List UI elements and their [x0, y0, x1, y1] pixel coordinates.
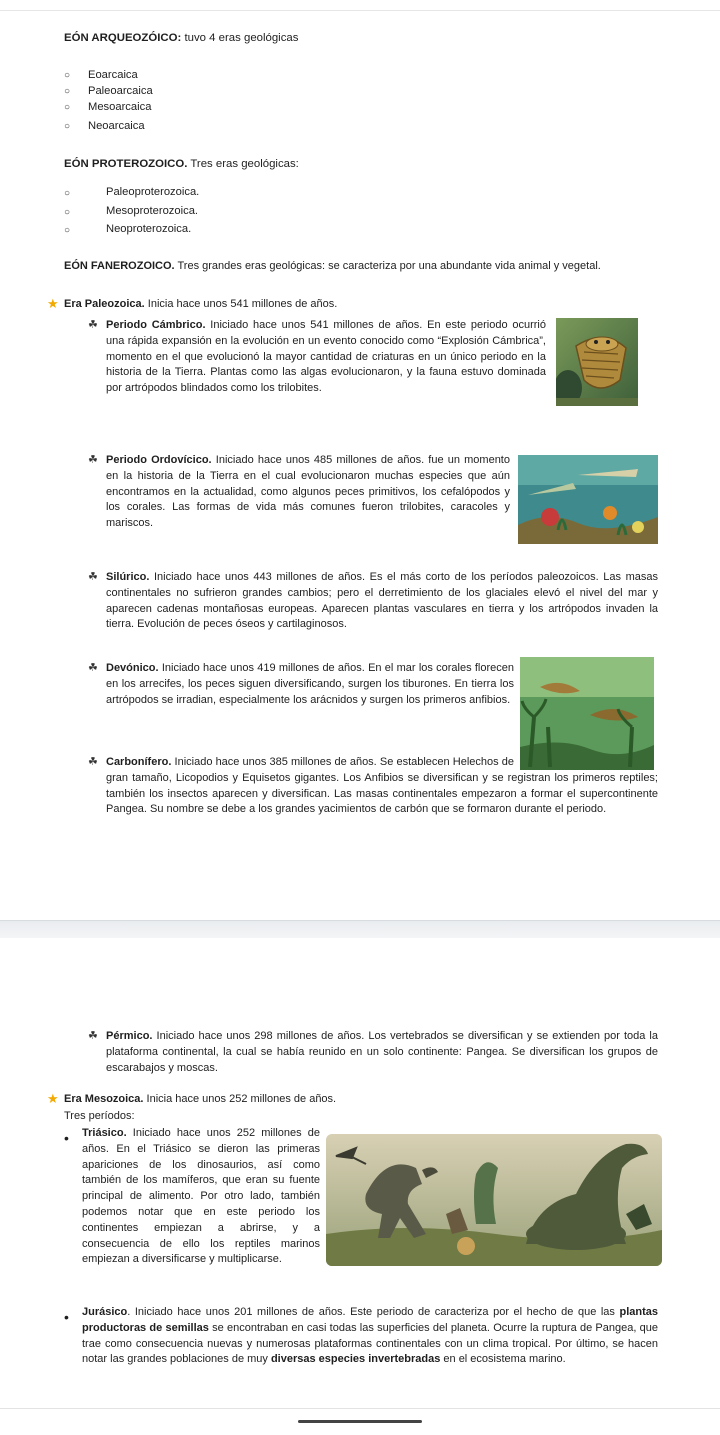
phanerozoic-desc: Tres grandes eras geológicas: se caracteriza por una abundante vida animal y vegetal.: [174, 260, 601, 272]
cambrian-paragraph: [106, 318, 546, 397]
jurassic-text: se encontraban en casi todas las superficies del planeta. Ocurre la ruptura de Pangea, que trae como consecuencia nuevas y numerosas plataformas continentales con un clima tropical. Por último, se hacen notar las grandes poblaciones de muy: [82, 1321, 658, 1366]
bottom-divider: [0, 1408, 720, 1409]
clover-bullet-icon: ☘: [88, 571, 98, 583]
proterozoic-era: Neoproterozoica.: [106, 223, 192, 235]
devonian-swamp-image: [520, 657, 654, 770]
paleozoic-heading: [64, 297, 624, 313]
clover-bullet-icon: ☘: [88, 1030, 98, 1042]
circle-bullet-icon: ○: [64, 102, 71, 113]
silurian-paragraph: [106, 570, 658, 633]
period-title: Devónico.: [106, 662, 159, 674]
proterozoic-desc: Tres eras geológicas:: [187, 158, 299, 170]
jurassic-paragraph: [82, 1305, 658, 1368]
archaean-era: Eoarcaica: [88, 69, 138, 81]
archaean-heading: [64, 32, 298, 44]
clover-bullet-icon: ☘: [88, 662, 98, 674]
archaean-title: EÓN ARQUEOZÓICO:: [64, 32, 182, 44]
period-title: Periodo Cámbrico.: [106, 319, 206, 331]
mesozoic-heading: [64, 1092, 624, 1108]
circle-bullet-icon: ○: [64, 121, 71, 132]
jurassic-highlight: plantas productoras de semillas: [82, 1306, 658, 1334]
ordovician-sea-image: [518, 455, 658, 544]
jurassic-text: . Iniciado hace unos 201 millones de años. Este periodo de caracteriza por el hecho de que las: [127, 1306, 620, 1318]
mesozoic-desc: Inicia hace unos 252 millones de años.: [143, 1093, 337, 1105]
bullet-dot: •: [64, 1309, 69, 1325]
archaean-era: Paleoarcaica: [88, 85, 153, 97]
period-text: Iniciado hace unos 541 millones de años. En este periodo ocurrió una rápida expansión en la evolución en un evento conocido como “Explosión Cámbrica”, momento en el que evolucionó la mayor cantidad de criaturas en un único periodo en la historia de la Tierra. Plantas como las algas evolucionaron, y la fauna estuvo dominada por artrópodos blindados como los trilobites.: [106, 319, 546, 395]
circle-bullet-icon: ○: [64, 70, 71, 81]
star-icon: ★: [47, 296, 59, 311]
dinosaurs-image: [326, 1134, 662, 1266]
archaean-era: Neoarcaica: [88, 120, 145, 132]
period-text: Iniciado hace unos 419 millones de años. En el mar los corales florecen en los arrecifes, los peces siguen diversificando, surgen los tiburones. En tierra los artrópodos se irradian, especialmente los arácnidos y surgen los primeros anfibios.: [106, 662, 514, 706]
proterozoic-era: Paleoproterozoica.: [106, 186, 200, 198]
clover-bullet-icon: ☘: [88, 454, 98, 466]
triassic-title: Triásico.: [82, 1127, 127, 1139]
phanerozoic-title: EÓN FANEROZOICO.: [64, 260, 175, 272]
circle-bullet-icon: ○: [64, 225, 71, 236]
circle-bullet-icon: ○: [64, 188, 71, 199]
page-break: [0, 920, 720, 938]
carboniferous-float: [514, 755, 658, 770]
bullet-dot: •: [64, 1130, 69, 1146]
home-indicator[interactable]: [298, 1420, 422, 1423]
period-text: Iniciado hace unos 443 millones de años. Es el más corto de los períodos paleozoicos. Las masas continentales no sufrieron grandes cambios; pero el derretimiento de los glaciales elevó el nivel del mar y aparecen cadenas montañosas europeas. Aparecen plantas vasculares en tierra y los artrópodos invaden la tierra. Evolución de peces óseos y cartilaginosos.: [106, 571, 658, 631]
period-text: Iniciado hace unos 385 millones de años. Se establecen Helechos de gran tamaño, Licopodios y Equisetos gigantes. Los Anfibios se diversifican y se registran los primeros reptiles; también los insectos aparecen y diversifican. Las masas continentales empezaron a formar el supercontinente Pangea. Su nombre se debe a los grandes yacimientos de carbón que se formaron durante el periodo.: [106, 756, 658, 816]
period-title: Carbonífero.: [106, 756, 172, 768]
trilobite-image: [556, 318, 638, 406]
document-page-2: [0, 938, 720, 1408]
period-title: Periodo Ordovícico.: [106, 454, 212, 466]
carboniferous-text: [106, 755, 658, 818]
paleozoic-desc: Inicia hace unos 541 millones de años.: [144, 298, 338, 310]
top-divider: [0, 10, 720, 11]
clover-bullet-icon: ☘: [88, 319, 98, 331]
jurassic-text: en el ecosistema marino.: [440, 1353, 566, 1366]
clover-bullet-icon: ☘: [88, 756, 98, 768]
period-title: Silúrico.: [106, 571, 150, 583]
period-title: Pérmico.: [106, 1030, 153, 1042]
phanerozoic-paragraph: [64, 259, 658, 275]
circle-bullet-icon: ○: [64, 86, 71, 97]
star-icon: ★: [47, 1091, 59, 1106]
paleozoic-title: Era Paleozoica.: [64, 298, 145, 310]
triassic-text: Iniciado hace unos 252 millones de años. En el Triásico se dieron las primeras apariciones de los dinosaurios, así como también de los mamíferos, que eran su fuente principal de alimento. Por otro lado, también podemos notar que en este periodo los continentes empiezan a abrirse, y a consecuencia de ello los reptiles marinos empiezan a diversificarse y multiplicarse.: [82, 1127, 320, 1266]
proterozoic-heading: [64, 158, 299, 170]
period-text: Iniciado hace unos 298 millones de años. Los vertebrados se diversifican y se extienden por toda la plataforma continental, la cual se había reunido en un solo continente: Pangea. Se diversifican los grupos de escarabajos y moscas.: [106, 1030, 658, 1074]
ordovician-paragraph: [106, 453, 510, 532]
mesozoic-title: Era Mesozoica.: [64, 1093, 144, 1105]
period-text: Iniciado hace unos 485 millones de años. fue un momento en la historia de la Tierra en el cual evolucionaron muchas especies que aún encontramos en la actualidad, como algunos peces primitivos, los cefalópodos y los corales. Las formas de vida más comunes fueron trilobites, caracoles y mariscos.: [106, 454, 510, 530]
jurassic-highlight: diversas especies invertebradas: [270, 1353, 441, 1366]
archaean-era: Mesoarcaica: [88, 101, 152, 113]
archaean-desc: tuvo 4 eras geológicas: [181, 32, 299, 44]
jurassic-title: Jurásico: [82, 1306, 128, 1318]
proterozoic-title: EÓN PROTEROZOICO.: [64, 158, 188, 170]
devonian-paragraph: [106, 661, 514, 708]
proterozoic-era: Mesoproterozoica.: [106, 205, 199, 217]
mesozoic-intro: Tres períodos:: [64, 1110, 135, 1122]
circle-bullet-icon: ○: [64, 207, 71, 218]
permian-paragraph: [106, 1029, 658, 1076]
document-page-1: [0, 12, 720, 920]
